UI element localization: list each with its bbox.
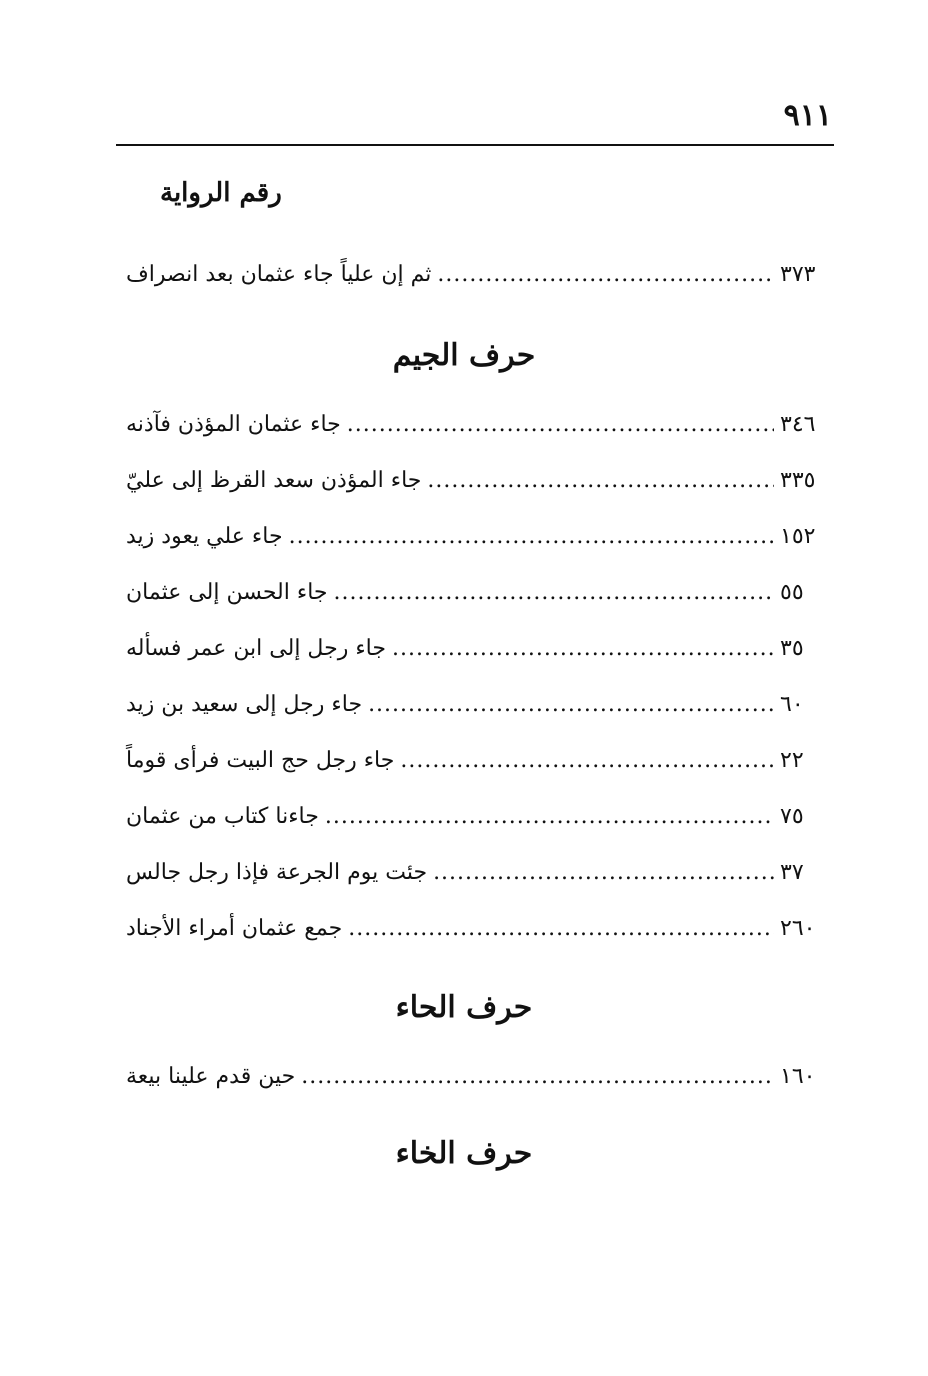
- entry-title: حين قدم علينا بيعة: [126, 1064, 296, 1089]
- entry-title: جمع عثمان أمراء الأجناد: [126, 916, 343, 941]
- entry-title: جاء رجل إلى ابن عمر فسأله: [126, 636, 386, 661]
- leader-dots: [427, 468, 774, 493]
- page-number: ٩١١: [783, 98, 832, 133]
- section-heading-jeem: حرف الجيم: [392, 338, 536, 373]
- leader-dots: [368, 692, 774, 717]
- entry-title: جاء علي يعود زيد: [126, 524, 283, 549]
- leader-dots: [289, 524, 774, 549]
- index-entry: [126, 692, 828, 732]
- entry-title: ثم إن علياً جاء عثمان بعد انصراف: [126, 262, 432, 287]
- index-entry: [126, 580, 828, 620]
- header-rule: [116, 144, 834, 146]
- entry-title: جاء الحسن إلى عثمان: [126, 580, 328, 605]
- leader-dots: [437, 262, 774, 287]
- index-entry: [126, 468, 828, 508]
- leader-dots: [325, 804, 774, 829]
- leader-dots: [347, 412, 774, 437]
- entry-number: ٣٧: [780, 860, 804, 885]
- entry-title: جاء رجل حج البيت فرأى قوماً: [126, 748, 395, 773]
- index-entry: [126, 1064, 828, 1104]
- entry-number: ٧٥: [780, 804, 804, 829]
- entry-number: ٣٤٦: [780, 412, 816, 437]
- entry-number: ٦٠: [780, 692, 804, 717]
- entry-number: ٢٦٠: [780, 916, 816, 941]
- entry-number: ٣٥: [780, 636, 804, 661]
- entry-title: جاء رجل إلى سعيد بن زيد: [126, 692, 363, 717]
- column-heading: رقم الرواية: [160, 178, 282, 208]
- entry-number: ١٦٠: [780, 1064, 816, 1089]
- entry-title: جاء المؤذن سعد القرظ إلى عليّ: [126, 468, 422, 493]
- index-entry: [126, 804, 828, 844]
- entry-number: ٢٢: [780, 748, 804, 773]
- index-entry: [126, 412, 828, 452]
- entry-number: ٣٣٥: [780, 468, 816, 493]
- leader-dots: [301, 1064, 774, 1089]
- leader-dots: [400, 748, 774, 773]
- index-entry: [126, 636, 828, 676]
- entry-title: جاءنا كتاب من عثمان: [126, 804, 319, 829]
- section-heading-khaa: حرف الخاء: [395, 1136, 533, 1171]
- leader-dots: [392, 636, 774, 661]
- entry-title: جاء عثمان المؤذن فآذنه: [126, 412, 341, 437]
- leader-dots: [348, 916, 774, 941]
- leader-dots: [334, 580, 774, 605]
- entry-number: ٥٥: [780, 580, 804, 605]
- entry-number: ٣٧٣: [780, 262, 816, 287]
- index-entry: [126, 262, 828, 302]
- index-entry: [126, 524, 828, 564]
- index-entry: [126, 916, 828, 956]
- index-entry: [126, 748, 828, 788]
- leader-dots: [433, 860, 774, 885]
- index-entry: [126, 860, 828, 900]
- section-heading-haa: حرف الحاء: [395, 990, 533, 1025]
- entry-title: جئت يوم الجرعة فإذا رجل جالس: [126, 860, 428, 885]
- entry-number: ١٥٢: [780, 524, 816, 549]
